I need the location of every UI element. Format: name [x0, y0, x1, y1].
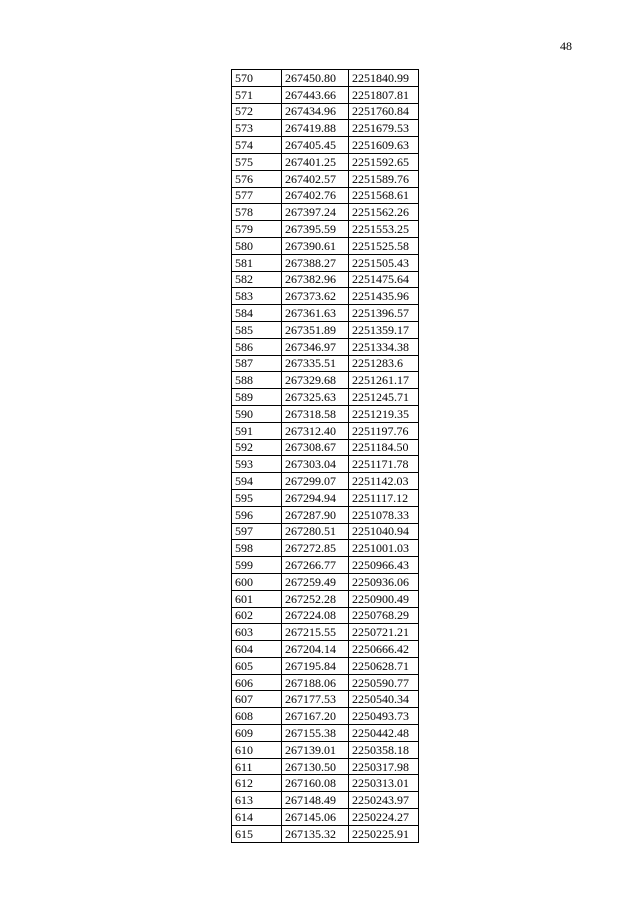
y-coordinate-cell: 2250224.27	[349, 809, 419, 826]
table-row	[232, 523, 419, 540]
table-row	[232, 372, 419, 389]
coordinate-table	[231, 69, 419, 843]
x-coordinate-cell: 267303.04	[282, 456, 349, 473]
table-row	[232, 221, 419, 238]
x-coordinate-cell: 267204.14	[282, 641, 349, 658]
x-coordinate-cell: 267308.67	[282, 439, 349, 456]
point-number-cell: 610	[232, 741, 282, 758]
x-coordinate-cell: 267388.27	[282, 254, 349, 271]
point-number-cell: 575	[232, 153, 282, 170]
y-coordinate-cell: 2250225.91	[349, 825, 419, 842]
x-coordinate-cell: 267167.20	[282, 708, 349, 725]
table-row	[232, 405, 419, 422]
y-coordinate-cell: 2250721.21	[349, 624, 419, 641]
x-coordinate-cell: 267335.51	[282, 355, 349, 372]
y-coordinate-cell: 2251760.84	[349, 103, 419, 120]
y-coordinate-cell: 2250900.49	[349, 590, 419, 607]
y-coordinate-cell: 2251589.76	[349, 170, 419, 187]
table-row	[232, 70, 419, 87]
x-coordinate-cell: 267188.06	[282, 674, 349, 691]
table-row	[232, 153, 419, 170]
point-number-cell: 602	[232, 607, 282, 624]
point-number-cell: 579	[232, 221, 282, 238]
table-row	[232, 489, 419, 506]
point-number-cell: 596	[232, 506, 282, 523]
y-coordinate-cell: 2251609.63	[349, 137, 419, 154]
table-row	[232, 120, 419, 137]
point-number-cell: 571	[232, 86, 282, 103]
x-coordinate-cell: 267351.89	[282, 321, 349, 338]
table-row	[232, 506, 419, 523]
x-coordinate-cell: 267145.06	[282, 809, 349, 826]
point-number-cell: 590	[232, 405, 282, 422]
point-number-cell: 572	[232, 103, 282, 120]
x-coordinate-cell: 267405.45	[282, 137, 349, 154]
point-number-cell: 592	[232, 439, 282, 456]
table-row	[232, 422, 419, 439]
x-coordinate-cell: 267346.97	[282, 338, 349, 355]
table-row	[232, 456, 419, 473]
page-number: 48	[560, 39, 572, 53]
y-coordinate-cell: 2251197.76	[349, 422, 419, 439]
x-coordinate-cell: 267259.49	[282, 573, 349, 590]
y-coordinate-cell: 2250936.06	[349, 573, 419, 590]
x-coordinate-cell: 267299.07	[282, 473, 349, 490]
y-coordinate-cell: 2251334.38	[349, 338, 419, 355]
table-row	[232, 725, 419, 742]
x-coordinate-cell: 267325.63	[282, 389, 349, 406]
y-coordinate-cell: 2250768.29	[349, 607, 419, 624]
y-coordinate-cell: 2251040.94	[349, 523, 419, 540]
table-row	[232, 338, 419, 355]
table-row	[232, 557, 419, 574]
y-coordinate-cell: 2250966.43	[349, 557, 419, 574]
y-coordinate-cell: 2251359.17	[349, 321, 419, 338]
x-coordinate-cell: 267160.08	[282, 775, 349, 792]
table-row	[232, 691, 419, 708]
x-coordinate-cell: 267252.28	[282, 590, 349, 607]
table-row	[232, 170, 419, 187]
point-number-cell: 580	[232, 237, 282, 254]
table-row	[232, 288, 419, 305]
table-row	[232, 321, 419, 338]
x-coordinate-cell: 267397.24	[282, 204, 349, 221]
x-coordinate-cell: 267373.62	[282, 288, 349, 305]
point-number-cell: 589	[232, 389, 282, 406]
table-row	[232, 389, 419, 406]
y-coordinate-cell: 2250666.42	[349, 641, 419, 658]
x-coordinate-cell: 267419.88	[282, 120, 349, 137]
y-coordinate-cell: 2251219.35	[349, 405, 419, 422]
point-number-cell: 584	[232, 305, 282, 322]
table-row	[232, 708, 419, 725]
x-coordinate-cell: 267382.96	[282, 271, 349, 288]
table-row	[232, 741, 419, 758]
y-coordinate-cell: 2251475.64	[349, 271, 419, 288]
table-row	[232, 758, 419, 775]
table-row	[232, 137, 419, 154]
table-row	[232, 355, 419, 372]
table-row	[232, 590, 419, 607]
x-coordinate-cell: 267130.50	[282, 758, 349, 775]
table-row	[232, 271, 419, 288]
x-coordinate-cell: 267266.77	[282, 557, 349, 574]
x-coordinate-cell: 267177.53	[282, 691, 349, 708]
point-number-cell: 593	[232, 456, 282, 473]
y-coordinate-cell: 2250590.77	[349, 674, 419, 691]
x-coordinate-cell: 267402.57	[282, 170, 349, 187]
table-row	[232, 540, 419, 557]
y-coordinate-cell: 2251807.81	[349, 86, 419, 103]
x-coordinate-cell: 267434.96	[282, 103, 349, 120]
point-number-cell: 595	[232, 489, 282, 506]
point-number-cell: 613	[232, 792, 282, 809]
point-number-cell: 581	[232, 254, 282, 271]
point-number-cell: 588	[232, 372, 282, 389]
x-coordinate-cell: 267318.58	[282, 405, 349, 422]
point-number-cell: 586	[232, 338, 282, 355]
point-number-cell: 614	[232, 809, 282, 826]
y-coordinate-cell: 2250493.73	[349, 708, 419, 725]
point-number-cell: 574	[232, 137, 282, 154]
y-coordinate-cell: 2251525.58	[349, 237, 419, 254]
point-number-cell: 594	[232, 473, 282, 490]
table-row	[232, 809, 419, 826]
y-coordinate-cell: 2251592.65	[349, 153, 419, 170]
table-row	[232, 657, 419, 674]
x-coordinate-cell: 267280.51	[282, 523, 349, 540]
point-number-cell: 603	[232, 624, 282, 641]
x-coordinate-cell: 267155.38	[282, 725, 349, 742]
table-row	[232, 237, 419, 254]
table-row	[232, 305, 419, 322]
point-number-cell: 600	[232, 573, 282, 590]
y-coordinate-cell: 2251562.26	[349, 204, 419, 221]
point-number-cell: 609	[232, 725, 282, 742]
x-coordinate-cell: 267195.84	[282, 657, 349, 674]
point-number-cell: 604	[232, 641, 282, 658]
coordinate-table-body	[232, 70, 419, 843]
table-row	[232, 187, 419, 204]
y-coordinate-cell: 2251553.25	[349, 221, 419, 238]
point-number-cell: 601	[232, 590, 282, 607]
point-number-cell: 606	[232, 674, 282, 691]
y-coordinate-cell: 2250628.71	[349, 657, 419, 674]
y-coordinate-cell: 2251435.96	[349, 288, 419, 305]
x-coordinate-cell: 267148.49	[282, 792, 349, 809]
y-coordinate-cell: 2251171.78	[349, 456, 419, 473]
point-number-cell: 608	[232, 708, 282, 725]
point-number-cell: 597	[232, 523, 282, 540]
point-number-cell: 573	[232, 120, 282, 137]
point-number-cell: 582	[232, 271, 282, 288]
table-row	[232, 607, 419, 624]
x-coordinate-cell: 267272.85	[282, 540, 349, 557]
y-coordinate-cell: 2251142.03	[349, 473, 419, 490]
x-coordinate-cell: 267312.40	[282, 422, 349, 439]
x-coordinate-cell: 267135.32	[282, 825, 349, 842]
y-coordinate-cell: 2250442.48	[349, 725, 419, 742]
point-number-cell: 576	[232, 170, 282, 187]
table-row	[232, 573, 419, 590]
y-coordinate-cell: 2251568.61	[349, 187, 419, 204]
point-number-cell: 612	[232, 775, 282, 792]
point-number-cell: 578	[232, 204, 282, 221]
table-row	[232, 641, 419, 658]
y-coordinate-cell: 2251505.43	[349, 254, 419, 271]
table-row	[232, 473, 419, 490]
y-coordinate-cell: 2251078.33	[349, 506, 419, 523]
y-coordinate-cell: 2250540.34	[349, 691, 419, 708]
point-number-cell: 583	[232, 288, 282, 305]
table-row	[232, 792, 419, 809]
y-coordinate-cell: 2251396.57	[349, 305, 419, 322]
table-row	[232, 825, 419, 842]
point-number-cell: 607	[232, 691, 282, 708]
table-row	[232, 775, 419, 792]
y-coordinate-cell: 2250243.97	[349, 792, 419, 809]
point-number-cell: 605	[232, 657, 282, 674]
point-number-cell: 598	[232, 540, 282, 557]
y-coordinate-cell: 2251261.17	[349, 372, 419, 389]
x-coordinate-cell: 267329.68	[282, 372, 349, 389]
point-number-cell: 577	[232, 187, 282, 204]
x-coordinate-cell: 267294.94	[282, 489, 349, 506]
x-coordinate-cell: 267361.63	[282, 305, 349, 322]
y-coordinate-cell: 2250313.01	[349, 775, 419, 792]
point-number-cell: 611	[232, 758, 282, 775]
table-row	[232, 103, 419, 120]
x-coordinate-cell: 267401.25	[282, 153, 349, 170]
x-coordinate-cell: 267450.80	[282, 70, 349, 87]
x-coordinate-cell: 267443.66	[282, 86, 349, 103]
table-row	[232, 254, 419, 271]
point-number-cell: 591	[232, 422, 282, 439]
table-row	[232, 674, 419, 691]
table-row	[232, 439, 419, 456]
y-coordinate-cell: 2251001.03	[349, 540, 419, 557]
x-coordinate-cell: 267287.90	[282, 506, 349, 523]
y-coordinate-cell: 2251283.6	[349, 355, 419, 372]
y-coordinate-cell: 2250317.98	[349, 758, 419, 775]
y-coordinate-cell: 2251245.71	[349, 389, 419, 406]
point-number-cell: 599	[232, 557, 282, 574]
y-coordinate-cell: 2251184.50	[349, 439, 419, 456]
y-coordinate-cell: 2250358.18	[349, 741, 419, 758]
y-coordinate-cell: 2251679.53	[349, 120, 419, 137]
x-coordinate-cell: 267139.01	[282, 741, 349, 758]
y-coordinate-cell: 2251117.12	[349, 489, 419, 506]
point-number-cell: 585	[232, 321, 282, 338]
point-number-cell: 615	[232, 825, 282, 842]
x-coordinate-cell: 267395.59	[282, 221, 349, 238]
table-row	[232, 204, 419, 221]
x-coordinate-cell: 267390.61	[282, 237, 349, 254]
point-number-cell: 570	[232, 70, 282, 87]
table-row	[232, 86, 419, 103]
y-coordinate-cell: 2251840.99	[349, 70, 419, 87]
x-coordinate-cell: 267215.55	[282, 624, 349, 641]
x-coordinate-cell: 267224.08	[282, 607, 349, 624]
x-coordinate-cell: 267402.76	[282, 187, 349, 204]
table-row	[232, 624, 419, 641]
point-number-cell: 587	[232, 355, 282, 372]
